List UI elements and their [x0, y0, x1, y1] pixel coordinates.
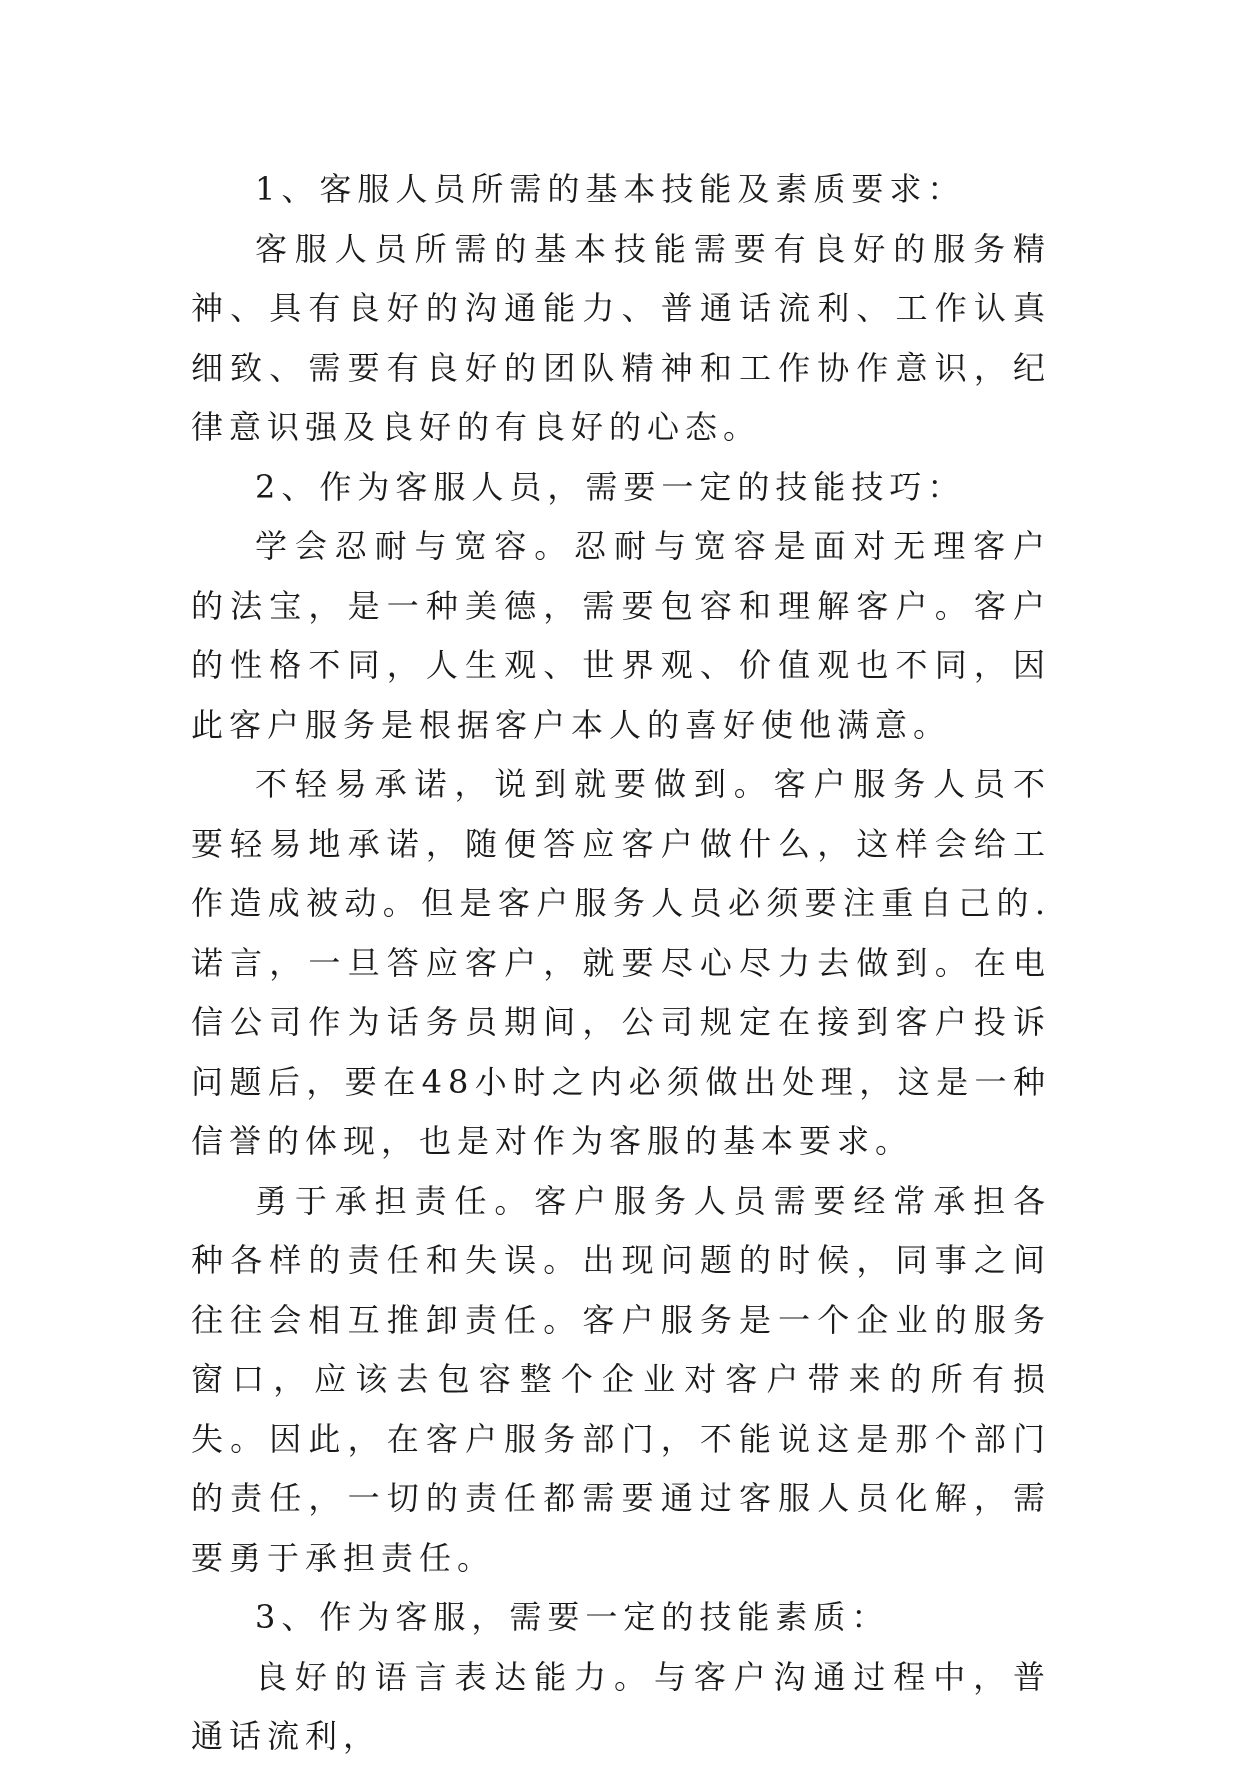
paragraph-responsibility: 勇于承担责任。客户服务人员需要经常承担各种各样的责任和失误。出现问题的时候，同事之间往往会相互推卸责任。客户服务是一个企业的服务窗口，应该去包容整个企业对客户带来的所有损失。因此，在客户服务部门，不能说这是那个部门的责任，一切的责任都需要通过客服人员化解，需要勇于承担责任。	[191, 1181, 1051, 1577]
paragraph-patience: 学会忍耐与宽容。忍耐与宽容是面对无理客户的法宝，是一种美德，需要包容和理解客户。客户的性格不同，人生观、世界观、价值观也不同，因此客户服务是根据客户本人的喜好使他满意。	[191, 527, 1051, 744]
document-body	[191, 160, 1051, 1767]
heading-2: 2、作为客服人员，需要一定的技能技巧：	[255, 467, 966, 506]
paragraph-basic-skills: 客服人员所需的基本技能需要有良好的服务精神、具有良好的沟通能力、普通话流利、工作认真细致、需要有良好的团队精神和工作协作意识，纪律意识强及良好的有良好的心态。	[191, 229, 1051, 446]
paragraph-promise: 不轻易承诺，说到就要做到。客户服务人员不要轻易地承诺，随便答应客户做什么，这样会给工作造成被动。但是客户服务人员必须要注重自己的.诺言，一旦答应客户，就要尽心尽力去做到。在电信公司作为话务员期间，公司规定在接到客户投诉问题后，要在48小时之内必须做出处理，这是一种信誉的体现，也是对作为客服的基本要求。	[191, 765, 1051, 1160]
heading-3: 3、作为客服，需要一定的技能素质：	[255, 1598, 890, 1636]
paragraph-language: 良好的语言表达能力。与客户沟通过程中，普通话流利，	[191, 1657, 1051, 1755]
heading-1: 1、客服人员所需的基本技能及素质要求：	[255, 170, 966, 208]
